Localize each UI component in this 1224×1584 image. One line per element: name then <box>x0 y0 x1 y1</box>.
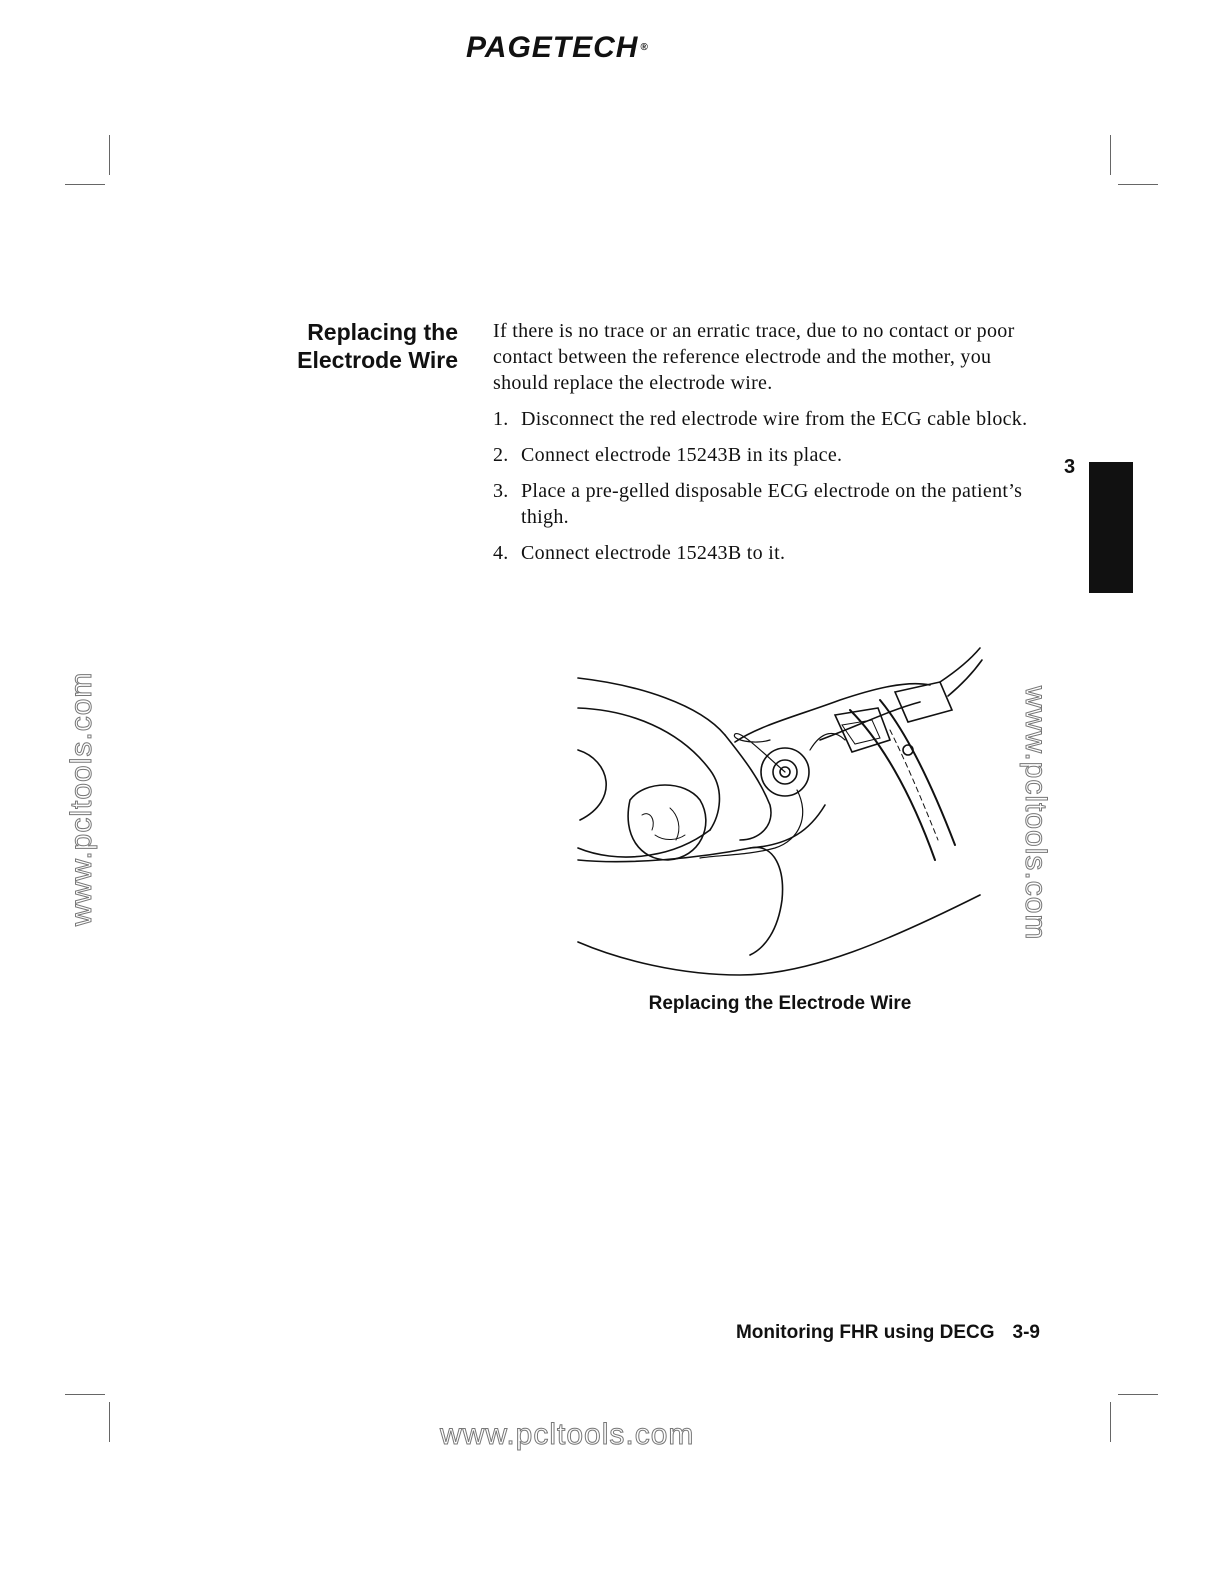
section-body <box>493 318 1038 576</box>
chapter-tab-number: 3 <box>1064 456 1076 478</box>
electrode-illustration <box>560 630 1000 990</box>
watermark-right: www.pcltools.com <box>1019 686 1052 941</box>
footer-title: Monitoring FHR using DECG <box>735 1322 995 1343</box>
crop-mark <box>1110 135 1111 175</box>
crop-mark <box>1118 184 1158 185</box>
pagetech-logo <box>466 26 666 70</box>
intro-paragraph: If there is no trace or an erratic trace, due to no contact or poor contact between the reference electrode and the mother, you should replace the electrode wire. <box>493 320 1015 394</box>
chapter-tab-bar <box>1089 462 1133 593</box>
step-text: Connect electrode 15243B to it. <box>521 542 786 564</box>
crop-mark <box>65 1394 105 1395</box>
step-text: Place a pre-gelled disposable ECG electrode on the patient’s thigh. <box>521 480 1023 528</box>
section-heading-line1: Replacing the <box>307 319 458 345</box>
crop-mark <box>109 135 110 175</box>
page-footer <box>640 1322 1040 1344</box>
section-heading <box>240 318 458 374</box>
steps-list <box>493 406 1038 566</box>
step-number: 4. <box>493 542 509 564</box>
watermark-left: www.pcltools.com <box>65 671 98 926</box>
step-number: 2. <box>493 444 509 466</box>
crop-mark <box>109 1402 110 1442</box>
step-item <box>493 540 1038 566</box>
registered-mark: ® <box>640 42 649 53</box>
step-text: Disconnect the red electrode wire from the ECG cable block. <box>521 408 1028 430</box>
crop-mark <box>1110 1402 1111 1442</box>
crop-mark <box>1118 1394 1158 1395</box>
page-number: 3-9 <box>1012 1322 1040 1343</box>
step-number: 3. <box>493 480 509 502</box>
figure-caption: Replacing the Electrode Wire <box>648 993 912 1014</box>
step-text: Connect electrode 15243B in its place. <box>521 444 843 466</box>
crop-mark <box>65 184 105 185</box>
step-item <box>493 478 1038 530</box>
section-heading-line2: Electrode Wire <box>297 347 458 373</box>
step-item <box>493 406 1038 432</box>
watermark-bottom: www.pcltools.com <box>440 1418 695 1451</box>
logo-text: PAGETECH <box>466 31 639 64</box>
step-number: 1. <box>493 408 509 430</box>
step-item <box>493 442 1038 468</box>
